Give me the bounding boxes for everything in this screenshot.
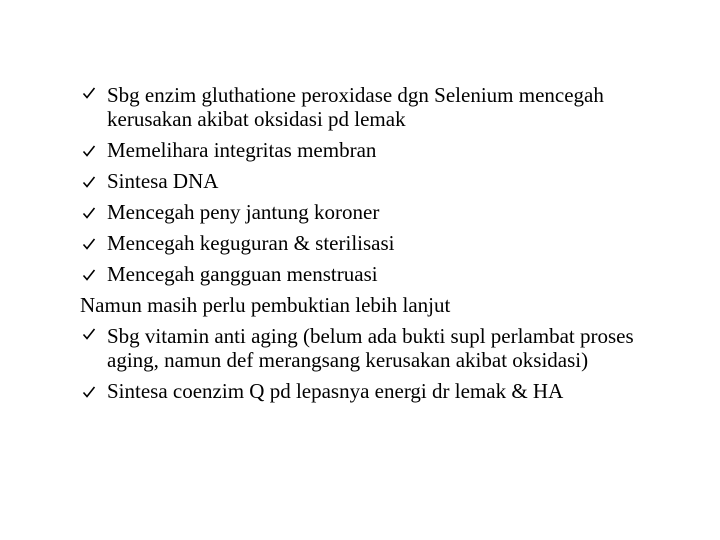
- list-item-text: Mencegah keguguran & sterilisasi: [107, 231, 395, 255]
- list-item-text: Mencegah gangguan menstruasi: [107, 262, 378, 286]
- note-text: Namun masih perlu pembuktian lebih lanjut: [80, 293, 451, 317]
- check-mark-icon: [82, 166, 102, 197]
- list-item-text: Memelihara integritas membran: [107, 138, 377, 162]
- check-mark-icon: [82, 135, 102, 166]
- list-item: [82, 80, 682, 135]
- list-item-text: Mencegah peny jantung koroner: [107, 200, 380, 224]
- bullet-list: [82, 80, 682, 407]
- check-mark-icon: [82, 259, 102, 290]
- list-item: [82, 166, 682, 197]
- list-item-text: Sintesa coenzim Q pd lepasnya energi dr lemak & HA: [107, 379, 564, 403]
- check-mark-icon: [82, 376, 102, 407]
- list-item: [82, 228, 682, 259]
- check-mark-icon: [82, 228, 102, 259]
- list-item: [82, 259, 682, 290]
- list-item: [82, 321, 682, 376]
- list-item-text: Sbg vitamin anti aging (belum ada bukti supl perlambat proses aging, namun def merangsang kerusakan akibat oksidasi): [107, 324, 634, 372]
- list-item-text: Sbg enzim gluthatione peroxidase dgn Selenium mencegah kerusakan akibat oksidasi pd lemak: [107, 83, 604, 131]
- list-item: [82, 197, 682, 228]
- list-item: [82, 135, 682, 166]
- list-item-text: Sintesa DNA: [107, 169, 219, 193]
- check-mark-icon: [82, 318, 102, 349]
- check-mark-icon: [82, 197, 102, 228]
- check-mark-icon: [82, 77, 102, 108]
- list-item: [82, 376, 682, 407]
